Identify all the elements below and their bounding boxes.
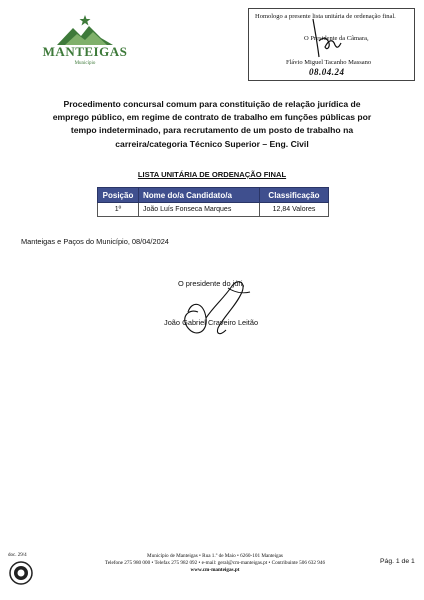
header-position: Posição (98, 188, 139, 203)
certification-badge-icon (8, 560, 34, 586)
document-title: Procedimento concursal comum para constituição de relação jurídica de emprego público, em regime de contrato de trabalho em funções públicas por tempo indeterminado, para recrutamento de um posto de trabalho na carreira/categoria Técnico Superior – Eng. Civil (52, 99, 372, 149)
table-row (98, 203, 329, 217)
page-number: Pág. 1 de 1 (380, 558, 415, 565)
results-table (97, 187, 329, 217)
logo-name: MANTEIGAS (42, 44, 128, 59)
header-candidate: Nome do/a Candidato/a (139, 188, 260, 203)
mountain-logo-icon (55, 14, 115, 46)
homologation-text: Homologo a presente lista unitária de ordenação final. (255, 13, 396, 20)
cell-score: 12,84 Valores (260, 203, 329, 217)
logo-subtitle: Município (74, 61, 96, 66)
table-header-row (98, 188, 329, 203)
municipality-logo (40, 14, 130, 86)
document-code: doc. 29/4 (8, 553, 27, 558)
homologation-date: 08.04.24 (309, 67, 345, 77)
cell-candidate: João Luís Fonseca Marques (139, 203, 260, 217)
cell-position: 1º (98, 203, 139, 217)
footer (72, 553, 358, 574)
mayor-title: O Presidente da Câmara, (304, 35, 369, 42)
president-label: O presidente do júri, (178, 279, 245, 288)
mayor-name: Flávio Miguel Tacanho Massano (286, 59, 372, 66)
president-name: João Gabriel Craveiro Leitão (164, 318, 259, 327)
footer-website: www.cm-manteigas.pt (190, 567, 240, 573)
footer-address: Município de Manteigas • Rua 1.º de Maio • 6260-101 Manteigas (147, 553, 283, 559)
homologation-box (248, 8, 415, 81)
footer-contacts: Telefone 275 980 000 • Telefax 275 982 092 • e-mail: geral@cm-manteigas.pt • Contribuinte 506 632 946 (104, 560, 326, 566)
list-title: LISTA UNITÁRIA DE ORDENAÇÃO FINAL (137, 170, 287, 179)
place-date: Manteigas e Paços do Município, 08/04/2024 (21, 237, 169, 246)
header-score: Classificação (260, 188, 329, 203)
president-signature (158, 272, 258, 342)
